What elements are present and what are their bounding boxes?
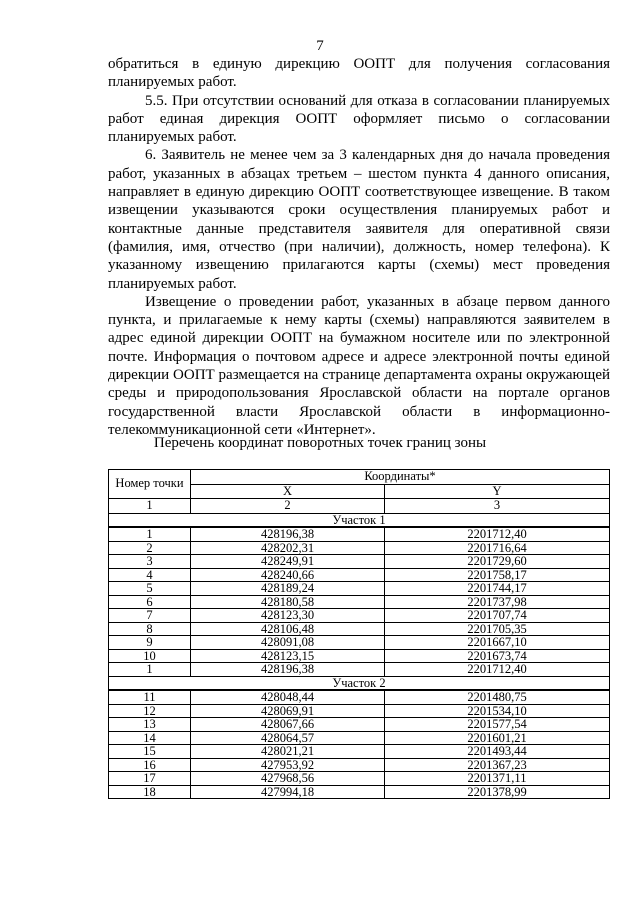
coordinates-table (108, 469, 610, 799)
paragraph: обратиться в единую дирекцию ООПТ для получения согласования планируемых работ. (108, 56, 610, 91)
x-coordinate-cell: 428067,66 (191, 718, 385, 732)
x-coordinate-cell: 427968,56 (191, 772, 385, 786)
y-coordinate-cell: 2201705,35 (385, 622, 610, 636)
point-number-cell: 14 (109, 731, 191, 745)
table-row (109, 718, 610, 732)
table-row (109, 772, 610, 786)
table-row (109, 636, 610, 650)
y-coordinate-cell: 2201378,99 (385, 785, 610, 799)
table-row (109, 609, 610, 623)
x-coordinate-cell: 428240,66 (191, 568, 385, 582)
y-coordinate-cell: 2201712,40 (385, 663, 610, 677)
column-number: 2 (191, 499, 385, 514)
point-number-cell: 13 (109, 718, 191, 732)
point-number-cell: 18 (109, 785, 191, 799)
x-coordinate-cell: 428106,48 (191, 622, 385, 636)
table-row (109, 758, 610, 772)
table-row (109, 663, 610, 677)
point-number-cell: 5 (109, 582, 191, 596)
point-number-cell: 10 (109, 649, 191, 663)
point-number-cell: 1 (109, 663, 191, 677)
x-coordinate-cell: 428091,08 (191, 636, 385, 650)
y-coordinate-cell: 2201729,60 (385, 555, 610, 569)
point-number-cell: 4 (109, 568, 191, 582)
column-number: 1 (109, 499, 191, 514)
point-number-cell: 15 (109, 745, 191, 759)
x-coordinate-cell: 428249,91 (191, 555, 385, 569)
section-title: Участок 1 (109, 513, 610, 527)
x-coordinate-cell: 428189,24 (191, 582, 385, 596)
y-coordinate-cell: 2201716,64 (385, 541, 610, 555)
body-text (108, 55, 610, 439)
point-number-cell: 12 (109, 704, 191, 718)
table-row (109, 731, 610, 745)
header-coordinates: Координаты* (191, 470, 610, 485)
x-coordinate-cell: 428069,91 (191, 704, 385, 718)
point-number-cell: 1 (109, 527, 191, 541)
y-coordinate-cell: 2201493,44 (385, 745, 610, 759)
table-row (109, 568, 610, 582)
paragraph: 5.5. При отсутствии оснований для отказа в согласовании планируемых работ единая дирекция ООПТ оформляет письмо о согласовании планируемых работ. (108, 92, 610, 146)
x-coordinate-cell: 427953,92 (191, 758, 385, 772)
x-coordinate-cell: 428180,58 (191, 595, 385, 609)
y-coordinate-cell: 2201480,75 (385, 690, 610, 704)
table-row (109, 745, 610, 759)
point-number-cell: 2 (109, 541, 191, 555)
y-coordinate-cell: 2201577,54 (385, 718, 610, 732)
x-coordinate-cell: 428196,38 (191, 663, 385, 677)
table-row (109, 649, 610, 663)
point-number-cell: 16 (109, 758, 191, 772)
y-coordinate-cell: 2201744,17 (385, 582, 610, 596)
point-number-cell: 11 (109, 690, 191, 704)
x-coordinate-cell: 427994,18 (191, 785, 385, 799)
table-row (109, 541, 610, 555)
point-number-cell: 17 (109, 772, 191, 786)
table-row (109, 595, 610, 609)
paragraph: 6. Заявитель не менее чем за 3 календарных дня до начала проведения работ, указанных в абзацах третьем – шестом пункта 4 данного описания, направляет в единую дирекцию ООПТ соответствующее извещение. В таком извещении указываются сроки осуществления планируемых работ и контактные данные представителя заявителя для оперативной связи (фамилия, имя, отчество (при наличии), должность, номер телефона). К указанному извещению прилагаются карты (схемы) мест проведения планируемых работ. (108, 147, 610, 292)
table-title: Перечень координат поворотных точек границ зоны (153, 435, 487, 451)
point-number-cell: 6 (109, 595, 191, 609)
header-point-number: Номер точки (109, 470, 191, 499)
table-header (109, 470, 610, 514)
table-row (109, 582, 610, 596)
table-row (109, 555, 610, 569)
column-number-row (109, 499, 610, 514)
header-x: X (191, 484, 385, 499)
table-body (109, 513, 610, 799)
point-number-cell: 8 (109, 622, 191, 636)
header-row (109, 470, 610, 485)
header-y: Y (385, 484, 610, 499)
y-coordinate-cell: 2201737,98 (385, 595, 610, 609)
table-row (109, 622, 610, 636)
y-coordinate-cell: 2201673,74 (385, 649, 610, 663)
y-coordinate-cell: 2201667,10 (385, 636, 610, 650)
y-coordinate-cell: 2201367,23 (385, 758, 610, 772)
paragraph: Извещение о проведении работ, указанных в абзаце первом данного пункта, и прилагаемые к нему карты (схемы) направляются заявителем в адрес единой дирекции ООПТ на бумажном носителе или по электронной почте. Информация о почтовом адресе и адресе электронной почты единой дирекции ООПТ размещается на странице департамента охраны окружающей среды и природопользования Ярославской области на портале органов государственной власти Ярославской области в информационно-телекоммуникационной сети «Интернет». (108, 293, 610, 438)
y-coordinate-cell: 2201371,11 (385, 772, 610, 786)
x-coordinate-cell: 428123,30 (191, 609, 385, 623)
section-row (109, 676, 610, 690)
y-coordinate-cell: 2201601,21 (385, 731, 610, 745)
x-coordinate-cell: 428064,57 (191, 731, 385, 745)
section-row (109, 513, 610, 527)
y-coordinate-cell: 2201712,40 (385, 527, 610, 541)
y-coordinate-cell: 2201534,10 (385, 704, 610, 718)
column-number: 3 (385, 499, 610, 514)
point-number-cell: 9 (109, 636, 191, 650)
table-row (109, 704, 610, 718)
x-coordinate-cell: 428123,15 (191, 649, 385, 663)
x-coordinate-cell: 428021,21 (191, 745, 385, 759)
table-row (109, 690, 610, 704)
point-number-cell: 3 (109, 555, 191, 569)
table-row (109, 527, 610, 541)
x-coordinate-cell: 428048,44 (191, 690, 385, 704)
x-coordinate-cell: 428196,38 (191, 527, 385, 541)
page-number: 7 (316, 38, 324, 54)
y-coordinate-cell: 2201758,17 (385, 568, 610, 582)
y-coordinate-cell: 2201707,74 (385, 609, 610, 623)
table-row (109, 785, 610, 799)
section-title: Участок 2 (109, 676, 610, 690)
point-number-cell: 7 (109, 609, 191, 623)
x-coordinate-cell: 428202,31 (191, 541, 385, 555)
